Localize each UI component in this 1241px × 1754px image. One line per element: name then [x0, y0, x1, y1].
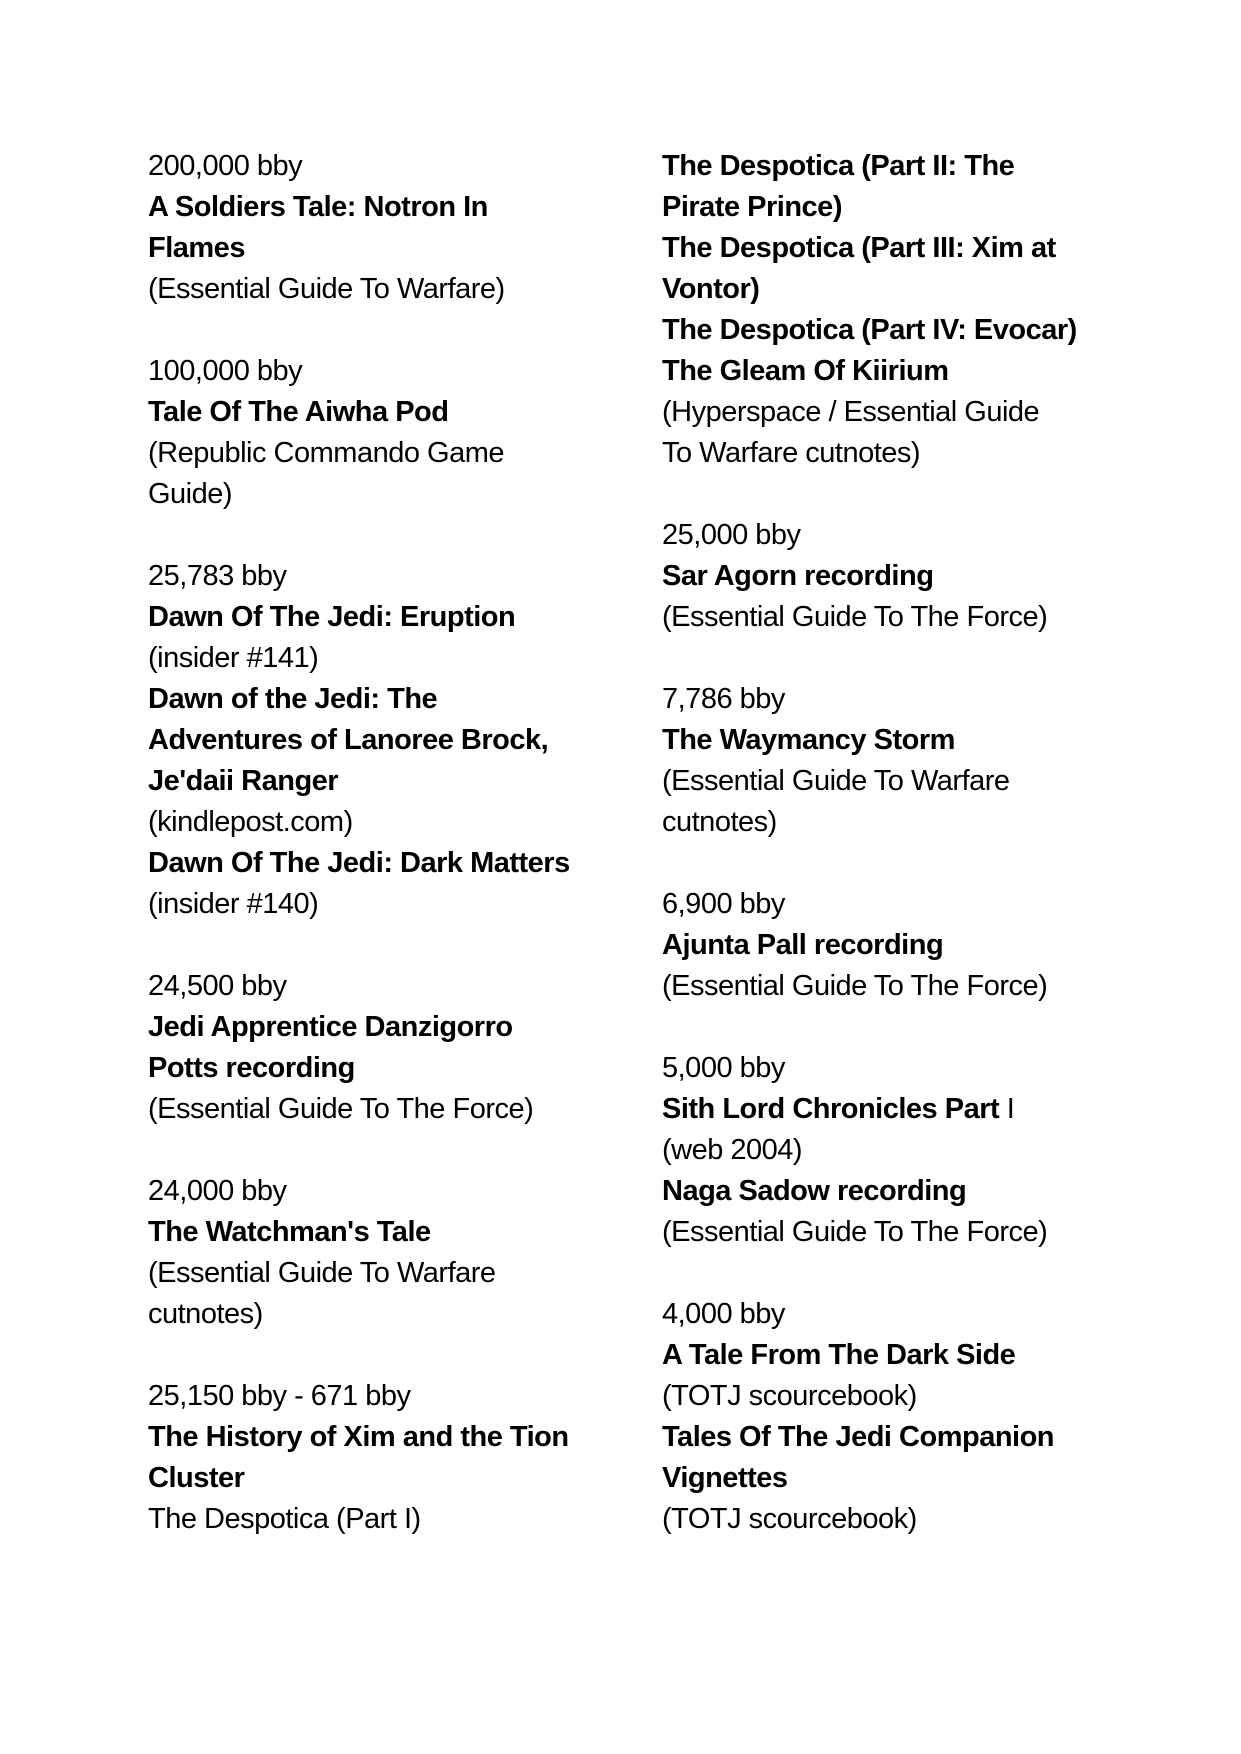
source-text: (TOTJ scourcebook) — [662, 1380, 917, 1412]
title-line — [148, 1458, 600, 1499]
title-line — [148, 187, 600, 228]
date-line — [148, 1376, 600, 1417]
date-text: 6,900 bby — [662, 888, 785, 920]
date-text: 5,000 bby — [662, 1052, 785, 1084]
date-text: 24,500 bby — [148, 970, 287, 1002]
title-line — [662, 925, 1114, 966]
date-text: 7,786 bby — [662, 683, 785, 715]
date-line — [148, 966, 600, 1007]
date-text: 24,000 bby — [148, 1175, 287, 1207]
source-text: (Essential Guide To The Force) — [662, 601, 1048, 633]
date-text: 100,000 bby — [148, 355, 303, 387]
title-text: Vontor) — [662, 273, 760, 305]
title-text: Pirate Prince) — [662, 191, 842, 223]
title-text: The Gleam Of Kiirium — [662, 355, 949, 387]
title-line — [148, 392, 600, 433]
title-text: Adventures of Lanoree Brock, — [148, 724, 549, 756]
source-line — [148, 474, 600, 515]
source-text: I — [1006, 1093, 1015, 1125]
title-line — [662, 1171, 1114, 1212]
blank-line — [148, 1335, 600, 1376]
title-line — [662, 187, 1114, 228]
source-line — [662, 433, 1114, 474]
source-text: (Republic Commando Game — [148, 437, 504, 469]
source-text: (kindlepost.com) — [148, 806, 353, 838]
title-text: Jedi Apprentice Danzigorro — [148, 1011, 513, 1043]
title-text: The Watchman's Tale — [148, 1216, 431, 1248]
date-line — [662, 515, 1114, 556]
title-line — [662, 1458, 1114, 1499]
title-line — [662, 1417, 1114, 1458]
title-line — [662, 146, 1114, 187]
title-line — [662, 1089, 1114, 1130]
date-text: 200,000 bby — [148, 150, 303, 182]
source-text: (web 2004) — [662, 1134, 803, 1166]
title-line — [148, 1417, 600, 1458]
title-text: Flames — [148, 232, 245, 264]
title-text: Vignettes — [662, 1462, 788, 1494]
source-text: cutnotes) — [662, 806, 777, 838]
date-text: 25,783 bby — [148, 560, 287, 592]
title-text: The Despotica (Part III: Xim at — [662, 232, 1056, 264]
date-line — [148, 146, 600, 187]
date-line — [662, 679, 1114, 720]
source-text: (insider #140) — [148, 888, 319, 920]
date-line — [148, 351, 600, 392]
date-line — [148, 556, 600, 597]
blank-line — [148, 925, 600, 966]
source-text: (Essential Guide To Warfare) — [148, 273, 505, 305]
title-text: Tales Of The Jedi Companion — [662, 1421, 1055, 1453]
title-line — [148, 720, 600, 761]
source-line — [662, 802, 1114, 843]
title-text: Tale Of The Aiwha Pod — [148, 396, 449, 428]
source-text: (TOTJ scourcebook) — [662, 1503, 917, 1535]
title-line — [662, 720, 1114, 761]
title-line — [148, 761, 600, 802]
source-line — [148, 802, 600, 843]
blank-line — [662, 474, 1114, 515]
source-line — [148, 433, 600, 474]
source-text: (Hyperspace / Essential Guide — [662, 396, 1040, 428]
source-line — [662, 1499, 1114, 1540]
blank-line — [148, 310, 600, 351]
title-text: The Despotica (Part II: The — [662, 150, 1015, 182]
source-line — [148, 1253, 600, 1294]
source-line — [662, 761, 1114, 802]
source-line — [148, 1294, 600, 1335]
source-line — [148, 269, 600, 310]
title-text: Sar Agorn recording — [662, 560, 934, 592]
date-text: 25,000 bby — [662, 519, 801, 551]
title-text: Je'daii Ranger — [148, 765, 339, 797]
date-line — [662, 1294, 1114, 1335]
title-text: Sith Lord Chronicles Part — [662, 1093, 1007, 1125]
title-text: Ajunta Pall recording — [662, 929, 944, 961]
source-text: (insider #141) — [148, 642, 319, 674]
title-line — [662, 1335, 1114, 1376]
blank-line — [148, 515, 600, 556]
source-text: Guide) — [148, 478, 233, 510]
title-text: Dawn Of The Jedi: Dark Matters — [148, 847, 570, 879]
title-line — [662, 228, 1114, 269]
source-text: The Despotica (Part I) — [148, 1503, 421, 1535]
title-line — [148, 1048, 600, 1089]
left-column — [148, 146, 600, 1540]
title-line — [662, 556, 1114, 597]
title-line — [148, 1007, 600, 1048]
source-text: (Essential Guide To The Force) — [148, 1093, 534, 1125]
source-text: (Essential Guide To Warfare — [662, 765, 1010, 797]
date-line — [662, 884, 1114, 925]
source-text: cutnotes) — [148, 1298, 263, 1330]
title-text: The Despotica (Part IV: Evocar) — [662, 314, 1077, 346]
title-text: Dawn of the Jedi: The — [148, 683, 438, 715]
right-column — [662, 146, 1114, 1540]
date-line — [662, 1048, 1114, 1089]
source-text: To Warfare cutnotes) — [662, 437, 921, 469]
source-line — [662, 1376, 1114, 1417]
title-text: Cluster — [148, 1462, 245, 1494]
date-text: 4,000 bby — [662, 1298, 785, 1330]
title-line — [148, 1499, 600, 1540]
title-line — [662, 269, 1114, 310]
blank-line — [662, 638, 1114, 679]
source-text: (Essential Guide To Warfare — [148, 1257, 496, 1289]
date-line — [148, 1171, 600, 1212]
source-line — [148, 638, 600, 679]
blank-line — [148, 1130, 600, 1171]
blank-line — [662, 1253, 1114, 1294]
source-line — [148, 1089, 600, 1130]
title-line — [148, 843, 600, 884]
title-line — [148, 679, 600, 720]
title-text: The History of Xim and the Tion — [148, 1421, 569, 1453]
title-line — [662, 351, 1114, 392]
source-text: (Essential Guide To The Force) — [662, 1216, 1048, 1248]
source-line — [662, 1212, 1114, 1253]
source-line — [662, 597, 1114, 638]
title-line — [148, 597, 600, 638]
title-text: Potts recording — [148, 1052, 355, 1084]
date-text: 25,150 bby - 671 bby — [148, 1380, 411, 1412]
source-line — [662, 1130, 1114, 1171]
blank-line — [662, 1007, 1114, 1048]
title-text: Naga Sadow recording — [662, 1175, 967, 1207]
title-line — [148, 1212, 600, 1253]
title-line — [662, 310, 1114, 351]
blank-line — [662, 843, 1114, 884]
title-text: Dawn Of The Jedi: Eruption — [148, 601, 516, 633]
source-line — [148, 884, 600, 925]
source-text: (Essential Guide To The Force) — [662, 970, 1048, 1002]
title-text: A Tale From The Dark Side — [662, 1339, 1016, 1371]
source-line — [662, 392, 1114, 433]
title-text: The Waymancy Storm — [662, 724, 955, 756]
title-line — [148, 228, 600, 269]
source-line — [662, 966, 1114, 1007]
title-text: A Soldiers Tale: Notron In — [148, 191, 488, 223]
